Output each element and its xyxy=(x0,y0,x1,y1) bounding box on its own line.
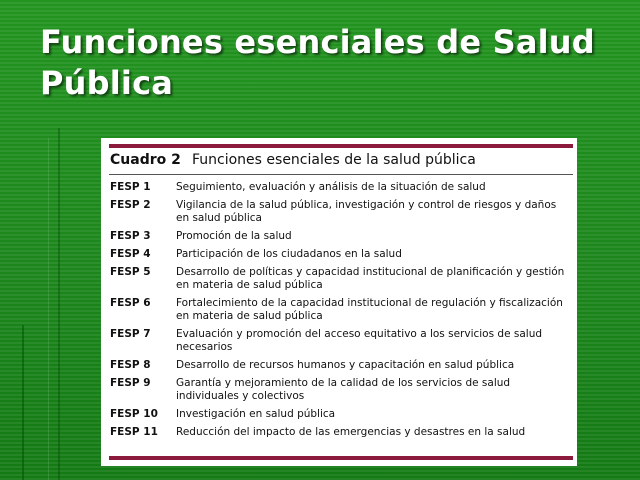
row-text: Desarrollo de recursos humanos y capacitación en salud pública xyxy=(176,359,515,371)
table-row xyxy=(110,248,572,261)
row-text: Vigilancia de la salud pública, investigación y control de riesgos y daños en salud pública xyxy=(176,199,557,224)
table-row xyxy=(110,266,572,292)
row-code: FESP 1 xyxy=(110,181,151,193)
row-text: Investigación en salud pública xyxy=(176,408,336,420)
row-text: Seguimiento, evaluación y análisis de la situación de salud xyxy=(176,181,486,193)
row-text: Promoción de la salud xyxy=(176,230,292,242)
row-text: Desarrollo de políticas y capacidad institucional de planificación y gestión en materia de salud pública xyxy=(176,266,565,291)
decorative-line xyxy=(48,138,49,480)
row-code: FESP 10 xyxy=(110,408,158,420)
row-text: Fortalecimiento de la capacidad institucional de regulación y fiscalización en materia de salud pública xyxy=(176,297,563,322)
row-text: Evaluación y promoción del acceso equitativo a los servicios de salud necesarios xyxy=(176,328,543,353)
table-top-bar xyxy=(109,144,573,148)
table-row xyxy=(110,426,572,439)
table-caption: Funciones esenciales de la salud pública xyxy=(192,152,476,168)
table-row xyxy=(110,328,572,354)
row-code: FESP 7 xyxy=(110,328,151,340)
row-code: FESP 2 xyxy=(110,199,151,211)
decorative-line xyxy=(22,325,24,480)
table-row xyxy=(110,408,572,421)
row-code: FESP 5 xyxy=(110,266,151,278)
row-code: FESP 8 xyxy=(110,359,151,371)
table-heading xyxy=(110,152,570,172)
table-rows xyxy=(110,181,572,444)
slide-title: Funciones esenciales de Salud Pública xyxy=(40,23,595,102)
table-label: Cuadro 2 xyxy=(110,152,181,168)
table-row xyxy=(110,377,572,403)
row-code: FESP 9 xyxy=(110,377,151,389)
table-row xyxy=(110,297,572,323)
table-row xyxy=(110,181,572,194)
row-text: Reducción del impacto de las emergencias y desastres en la salud xyxy=(176,426,526,438)
fesp-table xyxy=(101,138,577,466)
table-heading-rule xyxy=(109,174,573,175)
row-code: FESP 4 xyxy=(110,248,151,260)
table-row xyxy=(110,199,572,225)
row-code: FESP 6 xyxy=(110,297,151,309)
table-bottom-bar xyxy=(109,456,573,460)
row-text: Participación de los ciudadanos en la salud xyxy=(176,248,402,260)
row-text: Garantía y mejoramiento de la calidad de los servicios de salud individuales y colectivos xyxy=(176,377,511,402)
row-code: FESP 11 xyxy=(110,426,158,438)
table-row xyxy=(110,230,572,243)
row-code: FESP 3 xyxy=(110,230,151,242)
decorative-line xyxy=(58,128,60,480)
table-row xyxy=(110,359,572,372)
